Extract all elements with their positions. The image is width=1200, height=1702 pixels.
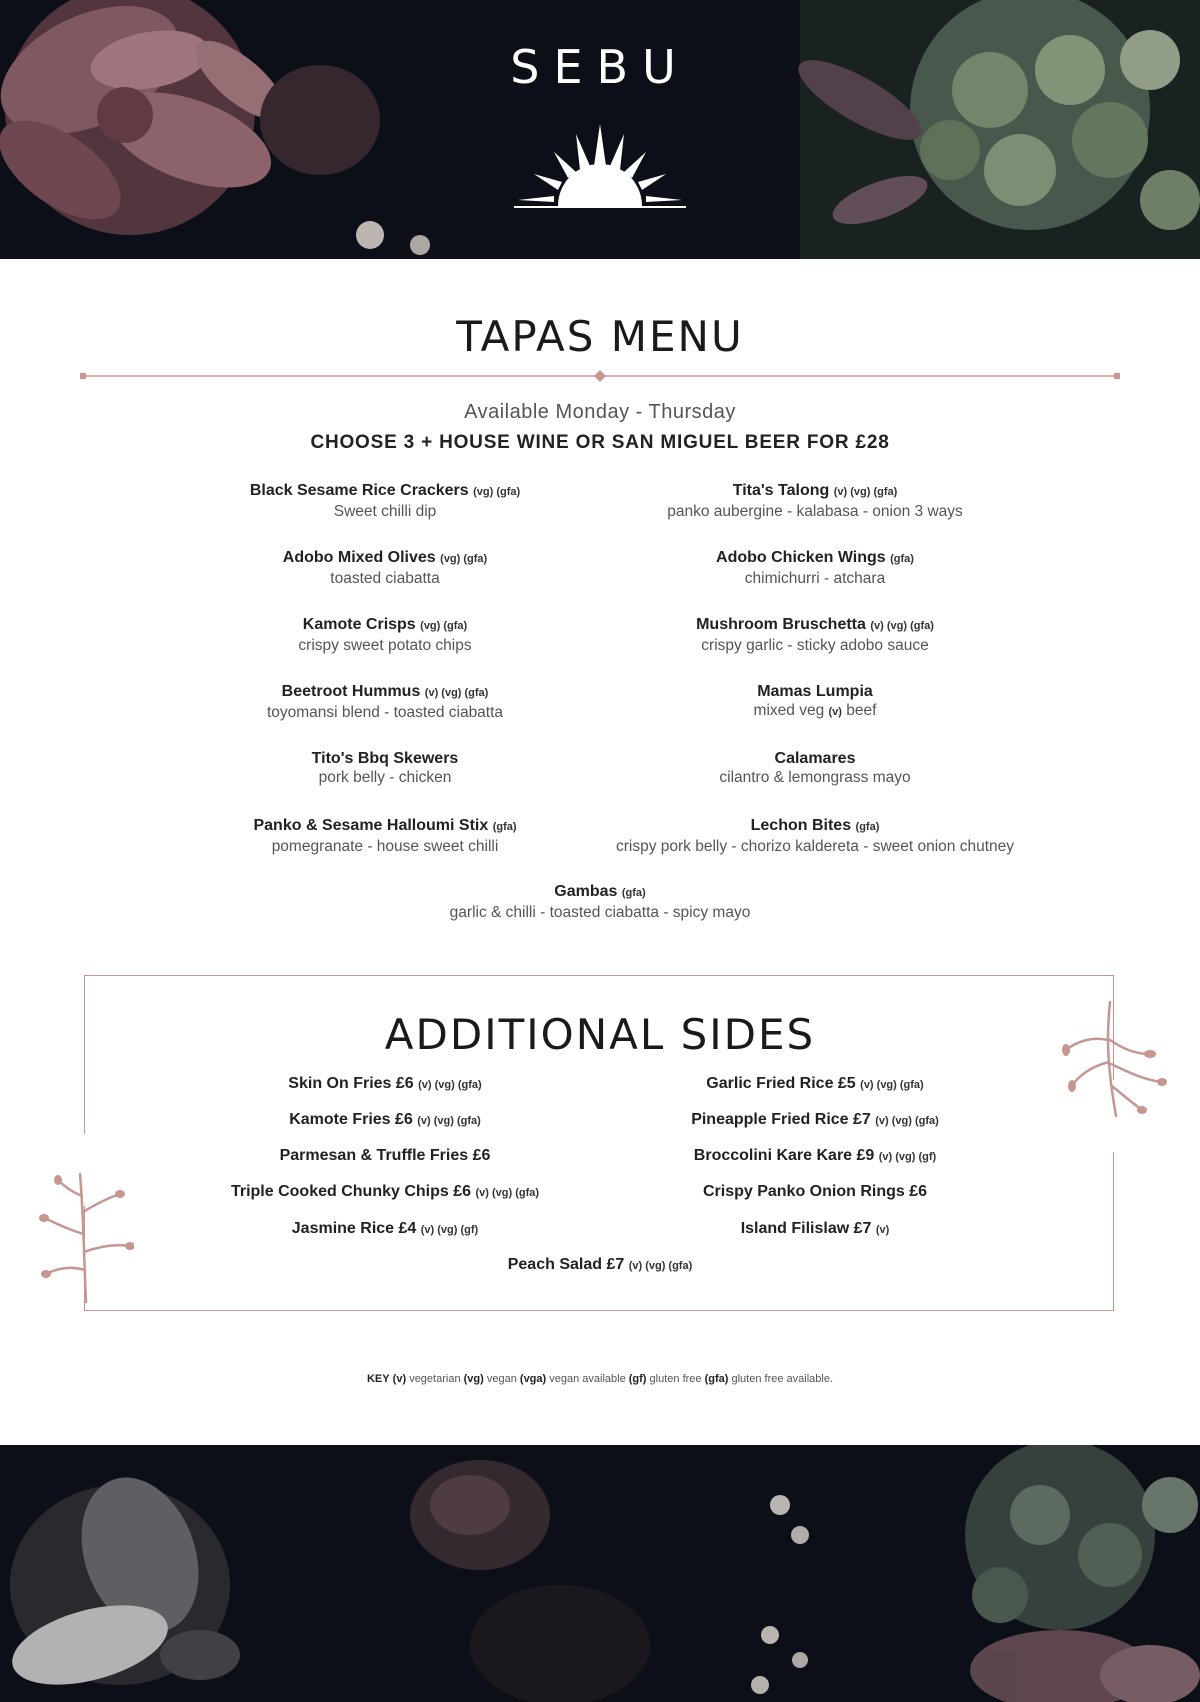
header-banner	[0, 0, 1200, 259]
item-description: panko aubergine - kalabasa - onion 3 ways	[667, 503, 963, 520]
key-text: vegetarian	[409, 1373, 461, 1385]
item-tags: (vg) (gfa)	[473, 486, 521, 498]
item-name: Kamote Crisps	[302, 616, 416, 633]
side-tags: (v) (vg) (gfa)	[418, 1079, 482, 1091]
floral-sprig-icon	[38, 1172, 134, 1304]
menu-item	[555, 682, 1075, 722]
side-item	[350, 1256, 850, 1274]
key-text: vegan	[486, 1373, 517, 1385]
side-item	[565, 1220, 1065, 1238]
item-tags: (v) (vg) (gfa)	[833, 486, 898, 498]
key-code: (vg)	[463, 1373, 484, 1385]
key-text: vegan available	[549, 1373, 626, 1385]
item-description: crispy sweet potato chips	[298, 637, 472, 654]
side-name: Jasmine Rice £4	[291, 1220, 417, 1237]
floral-decoration-icon	[0, 1445, 1200, 1702]
sides-title: ADDITIONAL SIDES	[384, 1010, 816, 1059]
item-tags: (gfa)	[621, 887, 646, 899]
menu-item	[555, 749, 1075, 787]
item-tags: (vg) (gfa)	[440, 553, 488, 565]
item-description: crispy pork belly - chorizo kaldereta - sweet onion chutney	[615, 838, 1015, 855]
item-name: Beetroot Hummus	[281, 683, 421, 700]
side-name: Triple Cooked Chunky Chips £6	[230, 1183, 472, 1200]
brand-name: SEBU	[510, 40, 690, 94]
item-tags: (v) (vg) (gfa)	[870, 620, 934, 632]
item-tags: (gfa)	[855, 821, 880, 833]
item-name: Panko & Sesame Halloumi Stix	[253, 817, 489, 834]
item-tags: (v) (vg) (gfa)	[424, 687, 489, 699]
side-name: Parmesan & Truffle Fries £6	[279, 1147, 491, 1164]
item-name: Mushroom Bruschetta	[696, 616, 866, 633]
key-label: KEY	[366, 1373, 390, 1385]
sunburst-logo-icon	[514, 120, 686, 210]
side-name: Garlic Fried Rice £5	[706, 1075, 856, 1092]
menu-item	[555, 548, 1075, 588]
side-tags: (v)	[875, 1224, 890, 1236]
side-tags: (v) (vg) (gf)	[878, 1151, 937, 1163]
item-description: chimichurri - atchara	[744, 570, 886, 587]
item-description: cilantro & lemongrass mayo	[719, 769, 911, 786]
side-item	[135, 1147, 635, 1165]
side-name: Crispy Panko Onion Rings £6	[702, 1183, 928, 1200]
menu-item	[555, 816, 1075, 856]
key-code: (gf)	[628, 1373, 647, 1385]
item-name: Lechon Bites	[750, 817, 852, 834]
side-tags: (v) (vg) (gfa)	[875, 1115, 939, 1127]
item-description: mixed veg	[753, 702, 825, 719]
menu-item	[555, 481, 1075, 521]
side-item	[135, 1183, 635, 1201]
item-description: pork belly - chicken	[318, 769, 452, 786]
menu-item	[555, 615, 1075, 655]
key-code: (vga)	[519, 1373, 547, 1385]
side-name: Broccolini Kare Kare £9	[693, 1147, 875, 1164]
item-name: Calamares	[774, 750, 856, 767]
item-tags: (v)	[828, 706, 842, 718]
side-name: Island Filislaw £7	[740, 1220, 872, 1237]
side-name: Kamote Fries £6	[289, 1111, 413, 1128]
item-name: Gambas	[554, 883, 618, 900]
item-description: Sweet chilli dip	[333, 503, 437, 520]
side-item	[135, 1111, 635, 1129]
key-code: (gfa)	[704, 1373, 729, 1385]
item-description: garlic & chilli - toasted ciabatta - spicy mayo	[449, 904, 751, 921]
side-tags: (v) (vg) (gfa)	[417, 1115, 481, 1127]
item-description: toasted ciabatta	[330, 570, 440, 587]
item-description: pomegranate - house sweet chilli	[271, 838, 499, 855]
availability-text: Available Monday - Thursday	[464, 401, 736, 423]
item-name: Adobo Mixed Olives	[282, 549, 436, 566]
item-name: Adobo Chicken Wings	[716, 549, 886, 566]
side-tags: (v) (vg) (gf)	[420, 1224, 479, 1236]
item-description: crispy garlic - sticky adobo sauce	[701, 637, 929, 654]
item-tags: (gfa)	[492, 821, 517, 833]
item-name: Tito's Bbq Skewers	[311, 750, 459, 767]
dietary-key	[0, 1373, 1200, 1385]
item-tags: (gfa)	[890, 553, 914, 565]
side-item	[565, 1147, 1065, 1165]
side-item	[135, 1220, 635, 1238]
side-name: Pineapple Fried Rice £7	[691, 1111, 871, 1128]
item-description: beef	[846, 702, 877, 719]
side-name: Peach Salad £7	[507, 1256, 625, 1273]
offer-text: CHOOSE 3 + HOUSE WINE OR SAN MIGUEL BEER FOR £28	[310, 432, 890, 453]
item-name: Mamas Lumpia	[757, 683, 873, 700]
item-tags: (vg) (gfa)	[420, 620, 468, 632]
side-item	[135, 1075, 635, 1093]
page-title: TAPAS MENU	[456, 312, 744, 361]
title-divider	[80, 369, 1120, 383]
side-tags: (v) (vg) (gfa)	[628, 1260, 693, 1272]
side-name: Skin On Fries £6	[288, 1075, 414, 1092]
side-item	[565, 1075, 1065, 1093]
side-item	[565, 1111, 1065, 1129]
side-item	[565, 1183, 1065, 1201]
key-code: (v)	[392, 1373, 407, 1385]
key-text: gluten free	[649, 1373, 702, 1385]
key-text: gluten free available.	[731, 1373, 833, 1385]
footer-banner	[0, 1445, 1200, 1702]
item-name: Tita's Talong	[732, 482, 830, 499]
item-name: Black Sesame Rice Crackers	[249, 482, 469, 499]
side-tags: (v) (vg) (gfa)	[475, 1187, 540, 1199]
side-tags: (v) (vg) (gfa)	[860, 1079, 924, 1091]
item-description: toyomansi blend - toasted ciabatta	[266, 704, 504, 721]
menu-item	[340, 882, 860, 922]
